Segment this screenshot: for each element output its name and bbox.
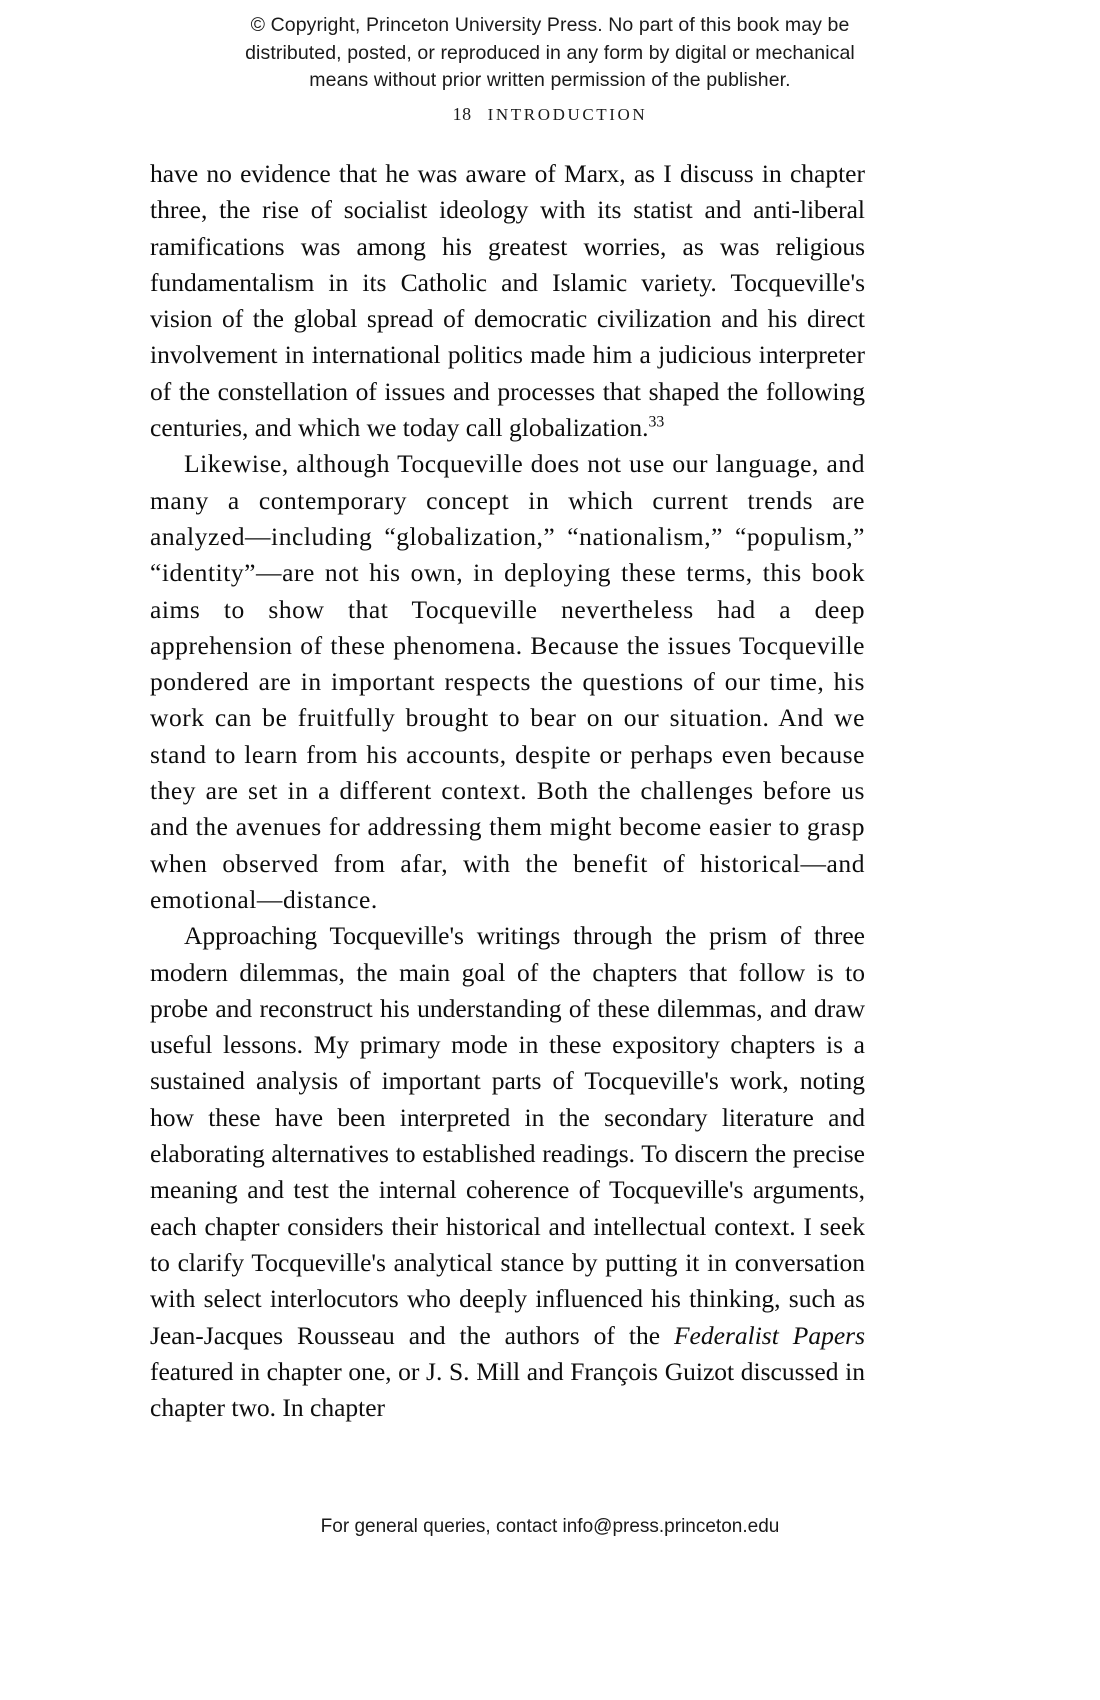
running-head-title: INTRODUCTION — [487, 105, 648, 124]
paragraph-3-text-b: featured in chapter one, or J. S. Mill and François Guizot discussed in chapter two. In chapter — [150, 1356, 865, 1423]
page-body — [150, 156, 865, 1426]
copyright-notice — [0, 12, 1100, 95]
paragraph-3-text-a: Approaching Tocqueville's writings through the prism of three modern dilemmas, the main goal of the chapters that follow is to probe and reconstruct his understanding of these dilemmas, and draw useful lessons. My primary mode in these expository chapters is a sustained analysis of important parts of Tocqueville's work, noting how these have been interpreted in the secondary literature and elaborating alternatives to established readings. To discern the precise meaning and test the internal coherence of Tocqueville's arguments, each chapter considers their historical and intellectual context. I seek to clarify Tocqueville's analytical stance by putting it in conversation with select interlocutors who deeply influenced his thinking, such as Jean-Jacques Rousseau and the authors of the — [150, 921, 865, 1350]
paragraph-3 — [150, 918, 865, 1426]
book-title-federalist-papers: Federalist Papers — [673, 1320, 865, 1350]
paragraph-1 — [150, 156, 865, 446]
copyright-line-2: distributed, posted, or reproduced in any form by digital or mechanical — [245, 41, 855, 64]
running-head — [0, 104, 1100, 125]
copyright-line-3: means without prior written permission of the publisher. — [309, 69, 791, 92]
footnote-marker-33: 33 — [648, 413, 665, 431]
copyright-line-1: © Copyright, Princeton University Press. No part of this book may be — [250, 14, 850, 36]
page-footer: For general queries, contact info@press.princeton.edu — [320, 1516, 780, 1537]
paragraph-2: Likewise, although Tocqueville does not use our language, and many a contemporary concept in which current trends are analyzed—including “globalization,” “nationalism,” “populism,” “identity”—are not his own, in deploying these terms, this book aims to show that Tocqueville nevertheless had a deep apprehension of these phenomena. Because the issues Tocqueville pondered are in important respects the questions of our time, his work can be fruitfully brought to bear on our situation. And we stand to learn from his accounts, despite or perhaps even because they are set in a different context. Both the challenges before us and the avenues for addressing them might become easier to grasp when observed from afar, with the benefit of historical—and emotional—distance. — [150, 449, 865, 914]
page-number: 18 — [452, 104, 472, 124]
paragraph-1-text: have no evidence that he was aware of Marx, as I discuss in chapter three, the rise of socialist ideology with its statist and anti-liberal ramifications was among his greatest worries, as was religious fundamentalism in its Catholic and Islamic variety. Tocqueville's vision of the global spread of democratic civilization and his direct involvement in international politics made him a judicious interpreter of the constellation of issues and processes that shaped the following centuries, and which we today call globalization. — [150, 159, 865, 443]
